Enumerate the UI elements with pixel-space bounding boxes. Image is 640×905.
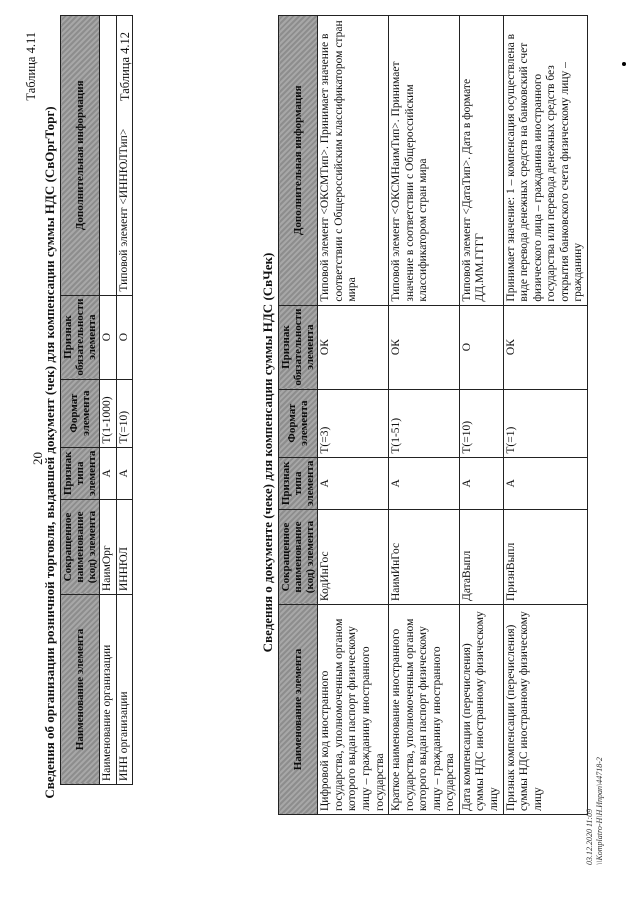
cell-name: Краткое наименование иностранного государства, уполномоченным органом которого выдан паспорт физическому лицу – гражданину иностранного государства: [389, 605, 460, 815]
cell-type: А: [116, 447, 133, 499]
cell-required: ОК: [389, 305, 460, 389]
cell-name: Наименование организации: [100, 595, 117, 785]
cell-name: Цифровой код иностранного государства, уполномоченным органом которого выдан паспорт физическому лицу – гражданину иностранного государства: [318, 605, 389, 815]
cell-info: Типовой элемент <ОКСМНаимТип>. Принимает значение в соответствии с Общероссийским классификатором стран мира: [389, 16, 460, 306]
cell-name: ИНН организации: [116, 595, 133, 785]
table-1-header-code: Сокращенное наименование (код) элемента: [61, 500, 100, 595]
table-2-header-code: Сокращенное наименование (код) элемента: [279, 510, 318, 605]
cell-format: Т(=1): [503, 389, 587, 457]
page-number: 20: [30, 452, 45, 465]
table-row: [100, 16, 117, 785]
table-row: [459, 16, 503, 815]
table-1-header-name: Наименование элемента: [61, 595, 100, 785]
table-row: [318, 16, 389, 815]
cell-code: ИННЮЛ: [116, 500, 133, 595]
cell-code: ПризнВыпл: [503, 510, 587, 605]
cell-format: Т(1-51): [389, 389, 460, 457]
table-2: [278, 15, 588, 815]
table-2-header-required: Признак обязательности элемента: [279, 305, 318, 389]
table-1-header-info: Дополнительная информация: [61, 16, 100, 296]
scan-speck: [622, 62, 626, 66]
table-2-header-info: Дополнительная информация: [279, 16, 318, 306]
footer-path: \\Komplatro-Н\Н.Ипрап\44718-2: [595, 757, 604, 865]
cell-name: Признак компенсации (перечисления) суммы НДС иностранному физическому лицу: [503, 605, 587, 815]
table-2-label: Таблица 4.12: [118, 32, 132, 102]
table-1-header-row: [61, 16, 100, 785]
cell-format: Т(1-1000): [100, 379, 117, 447]
table-row: [503, 16, 587, 815]
cell-name: Дата компенсации (перечисления) суммы НДС иностранному физическому лицу: [459, 605, 503, 815]
table-2-header-name: Наименование элемента: [279, 605, 318, 815]
cell-info: Типовой элемент <ОКСМТип>. Принимает значение в соответствии с Общероссийским классификатором стран мира: [318, 16, 389, 306]
cell-code: НаимИнГос: [389, 510, 460, 605]
table-1-label: Таблица 4.11: [24, 32, 38, 101]
table-2-header-type: Признак типа элемента: [279, 457, 318, 509]
cell-required: ОК: [503, 305, 587, 389]
table-1-header-type: Признак типа элемента: [61, 447, 100, 499]
table-row: [116, 16, 133, 785]
cell-info: [100, 16, 117, 296]
cell-type: А: [318, 457, 389, 509]
table-2-header-format: Формат элемента: [279, 389, 318, 457]
cell-info: Типовой элемент <ИННЮЛТип>: [116, 16, 133, 296]
cell-type: А: [389, 457, 460, 509]
cell-type: А: [459, 457, 503, 509]
cell-info: Принимает значение: 1 – компенсация осуществлена в виде перевода денежных средств на банковский счет физического лица – гражданина иностранного государства или перевода денежных средств без открытия банковского счета физическому лицу – гражданину: [503, 16, 587, 306]
cell-required: О: [459, 305, 503, 389]
table-2-title: Сведения о документе (чеке) для компенсации суммы НДС (СвЧек): [260, 252, 275, 653]
table-row: [389, 16, 460, 815]
cell-code: ДатаВыпл: [459, 510, 503, 605]
table-2-header-row: [279, 16, 318, 815]
footer-timestamp: 03.12.2020 11:09: [585, 808, 594, 865]
table-1: [60, 15, 133, 785]
cell-format: Т(=10): [459, 389, 503, 457]
cell-format: Т(=3): [318, 389, 389, 457]
cell-format: Т(=10): [116, 379, 133, 447]
cell-type: А: [100, 447, 117, 499]
table-1-title: Сведения об организации розничной торговли, выдавшей документ (чек) для компенсации суммы НДС (СвОргТорг): [42, 106, 57, 799]
cell-required: О: [116, 295, 133, 379]
cell-info: Типовой элемент <ДатаТип>. Дата в формате ДД.ММ.ГГГГ: [459, 16, 503, 306]
cell-required: О: [100, 295, 117, 379]
cell-type: А: [503, 457, 587, 509]
table-1-header-required: Признак обязательности элемента: [61, 295, 100, 379]
document-footer: [585, 757, 605, 865]
cell-code: КодИнГос: [318, 510, 389, 605]
table-1-header-format: Формат элемента: [61, 379, 100, 447]
cell-code: НаимОрг: [100, 500, 117, 595]
cell-required: ОК: [318, 305, 389, 389]
